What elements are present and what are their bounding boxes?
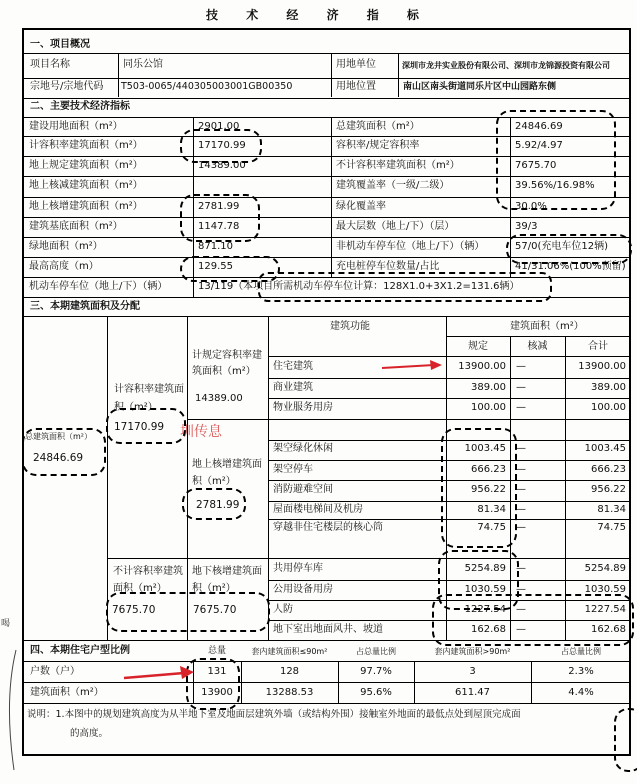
- area-row-total: 162.68: [591, 624, 626, 635]
- indicator-label: 建设用地面积（m²）: [29, 121, 123, 132]
- annotation-oval: [432, 594, 634, 646]
- indicator-label: 最大层数（地上/下）（层）: [336, 221, 455, 232]
- annotation-oval: [106, 592, 270, 632]
- area-row-required: 956.22: [471, 484, 506, 495]
- area-row-function: 屋面楼电梯间及机房: [273, 504, 363, 515]
- indicator-label: 计容积率建筑面积（m²）: [29, 140, 143, 151]
- margin-curve-mark: [0, 640, 20, 780]
- area-row-required: 162.68: [471, 624, 506, 635]
- indicator-value: 57/0(充电车位12辆): [515, 241, 608, 252]
- indicator-value: 871.10: [198, 241, 233, 252]
- ratio-cell: 97.7%: [360, 666, 392, 677]
- indicator-label: 绿地面积（m²）: [29, 241, 103, 252]
- ratio-cell: 95.6%: [360, 687, 392, 698]
- total-area-label: 总建筑面积（m²）: [25, 432, 92, 441]
- annotation-oval: [180, 129, 262, 163]
- section-heading-overview: 一、项目概况: [30, 39, 90, 50]
- red-arrow-icon: [380, 358, 444, 374]
- far-area-value: 17170.99: [114, 421, 165, 433]
- indicator-label: 地上规定建筑面积（m²）: [29, 160, 143, 171]
- above-increase-label: 地上核增建筑面积（m²）: [192, 459, 262, 487]
- area-row-function: 商业建筑: [273, 382, 313, 393]
- total-area-value: 24846.69: [33, 452, 84, 464]
- area-row-reduced: —: [516, 484, 526, 495]
- area-row-function: 物业服务用房: [273, 402, 333, 413]
- land-unit-label: 用地单位: [336, 59, 376, 70]
- project-name-value: 同乐公馆: [123, 59, 163, 70]
- indicator-label: 容积率/规定容积率: [336, 140, 420, 151]
- area-row-reduced: —: [516, 382, 526, 393]
- area-row-required: 74.75: [477, 522, 506, 533]
- section-heading-indicators: 二、主要技术经济指标: [30, 101, 130, 112]
- ratio-cell: 13288.53: [265, 687, 314, 698]
- location-value: 南山区南头街道同乐片区中山园路东侧: [403, 82, 557, 92]
- annotation-oval: [182, 488, 246, 520]
- parking-value: 13/119（本项目所需机动车停车位计算：128X1.0+3X1.2=131.6辆）: [198, 281, 520, 292]
- area-row-total: 389.00: [591, 382, 626, 393]
- indicator-value: 5.92/4.97: [515, 140, 563, 151]
- ratio-header-large-pct: 占总量比例: [561, 647, 601, 656]
- land-unit-value: 深圳市龙井实业股份有限公司、深圳市龙锦源投资有限公司: [402, 61, 610, 70]
- indicator-label: 建筑基底面积（m²）: [29, 221, 123, 232]
- margin-character: 喝: [1, 619, 11, 629]
- red-arrow-icon: [122, 662, 196, 684]
- non-far-value: 7675.70: [112, 604, 156, 616]
- area-row-function: 住宅建筑: [273, 361, 313, 372]
- annotation-oval: [506, 234, 632, 264]
- ratio-area-label: 建筑面积（m²）: [30, 687, 104, 698]
- annotation-oval: [106, 408, 186, 444]
- below-increase-label: 地下核增建筑面积（m²）: [192, 566, 262, 594]
- col-header-required: 规定: [468, 341, 488, 352]
- area-row-required: 1003.45: [464, 443, 506, 454]
- area-row-required: 1030.59: [464, 584, 506, 595]
- area-row-function: 架空绿化休闲: [273, 443, 333, 454]
- area-row-reduced: —: [516, 464, 526, 475]
- ratio-cell: 128: [279, 666, 300, 677]
- indicator-label: 建筑覆盖率（一级/二级）: [336, 180, 450, 191]
- project-name-label: 项目名称: [30, 59, 70, 70]
- indicator-label: 地上核减建筑面积（m²）: [29, 180, 143, 191]
- area-row-total: 1030.59: [584, 584, 626, 595]
- area-row-function: 公用设备用房: [273, 584, 333, 595]
- note-line-2: 的高度。: [70, 728, 109, 739]
- area-row-reduced: —: [516, 361, 526, 372]
- indicator-label: 最高高度（m）: [29, 261, 99, 272]
- indicator-value: 1147.78: [198, 221, 240, 232]
- indicator-value: 41/31.06%(100%预留): [515, 261, 626, 272]
- indicator-value: 39/3: [515, 221, 538, 232]
- annotation-oval: [496, 110, 616, 210]
- indicator-label: 非机动车停车位（地上/下）（辆）: [336, 241, 485, 252]
- indicator-label: 不计容积率建筑面积（m²）: [336, 160, 460, 171]
- ratio-cell: 13900: [201, 687, 233, 698]
- annotation-oval: [614, 708, 637, 772]
- area-row-reduced: —: [516, 504, 526, 515]
- ratio-cell: 2.3%: [568, 666, 594, 677]
- ratio-header-small-pct: 占总量比例: [356, 647, 396, 656]
- far-area-label: 计容积率建筑面积（m²）: [114, 384, 184, 413]
- col-header-total: 合计: [588, 341, 608, 352]
- area-row-reduced: —: [516, 624, 526, 635]
- area-row-function: 地下室出地面风井、坡道: [273, 624, 383, 635]
- area-row-reduced: —: [516, 522, 526, 533]
- col-header-function: 建筑功能: [330, 321, 370, 332]
- parcel-value: T503-0065/440305003001GB00350: [121, 81, 293, 92]
- above-increase-value: 2781.99: [196, 499, 240, 511]
- indicator-label: 充电桩停车位数量/占比: [336, 261, 440, 272]
- area-row-required: 81.34: [477, 504, 506, 515]
- document-title: 技 术 经 济 指 标: [206, 8, 431, 22]
- col-header-reduced: 核减: [527, 341, 548, 352]
- area-row-reduced: —: [516, 584, 526, 595]
- annotation-oval: [22, 428, 106, 476]
- area-row-function: 共用停车库: [273, 563, 323, 574]
- indicator-value: 30.0%: [515, 201, 547, 212]
- indicator-value: 7675.70: [515, 160, 557, 171]
- indicator-label: 地上核增建筑面积（m²）: [29, 201, 143, 212]
- indicator-value: 39.56%/16.98%: [515, 180, 595, 191]
- indicator-value: 2781.99: [198, 201, 240, 212]
- ratio-cell: 4.4%: [568, 687, 594, 698]
- area-row-total: 1227.54: [584, 604, 626, 615]
- households-label: 户数（户）: [30, 666, 80, 677]
- area-row-required: 389.00: [471, 382, 506, 393]
- annotation-oval: [441, 428, 517, 548]
- ratio-header-small: 套内建筑面积≤90m²: [251, 647, 328, 656]
- note-line-1: 说明：1.本图中的规划建筑高度为从半地下室及地面层建筑外墙（或结构外围）接触室外地面的最低点处到屋顶完成面: [27, 709, 521, 720]
- area-row-required: 5254.89: [464, 563, 506, 574]
- area-row-required: 13900.00: [458, 361, 506, 372]
- reg-far-label: 计规定容积率建筑面积（m²）: [192, 350, 262, 377]
- below-increase-value: 7675.70: [193, 604, 237, 616]
- indicator-label: 总建筑面积（m²）: [336, 121, 420, 132]
- area-row-reduced: —: [516, 563, 526, 574]
- area-row-required: 1227.54: [464, 604, 506, 615]
- non-far-label: 不计容积率建筑面积（m²）: [113, 566, 183, 594]
- annotation-oval: [180, 194, 260, 242]
- area-row-required: 666.23: [471, 464, 506, 475]
- ratio-header-large: 套内建筑面积>90m²: [434, 647, 511, 656]
- indicator-value: 14389.00: [198, 160, 246, 171]
- parking-label: 机动车停车位（地上/下）（辆）: [29, 281, 168, 292]
- area-row-total: 81.34: [597, 504, 626, 515]
- ratio-header-total: 总量: [207, 646, 226, 656]
- location-label: 用地位置: [336, 81, 376, 92]
- ratio-cell: 611.47: [455, 687, 490, 698]
- area-row-reduced: —: [516, 604, 526, 615]
- section-heading-ratio: 四、本期住宅户型比例: [30, 645, 130, 656]
- area-row-reduced: —: [516, 443, 526, 454]
- indicator-value: 2901.00: [198, 121, 240, 132]
- indicator-label: 绿化覆盖率: [336, 201, 386, 212]
- area-row-function: 架空停车: [273, 464, 313, 475]
- annotation-oval: [258, 272, 552, 302]
- area-row-reduced: —: [516, 402, 526, 413]
- area-row-total: 1003.45: [584, 443, 626, 454]
- indicator-value: 129.55: [198, 261, 233, 272]
- section-heading-area: 三、本期建筑面积及分配: [30, 301, 140, 312]
- indicator-value: 17170.99: [198, 140, 246, 151]
- reg-far-value: 14389.00: [195, 393, 243, 404]
- area-row-function: 消防避难空间: [273, 484, 333, 495]
- area-row-total: 5254.89: [584, 563, 626, 574]
- area-row-required: 100.00: [471, 402, 506, 413]
- area-row-total: 956.22: [591, 484, 626, 495]
- area-row-total: 13900.00: [578, 361, 626, 372]
- area-row-total: 666.23: [591, 464, 626, 475]
- area-row-total: 74.75: [597, 522, 626, 533]
- col-header-area: 建筑面积（m²）: [510, 321, 584, 332]
- area-row-total: 100.00: [591, 402, 626, 413]
- area-row-function: 人防: [273, 604, 293, 615]
- indicator-value: 24846.69: [515, 121, 563, 132]
- area-row-function: 穿越非住宅楼层的核心筒: [273, 522, 383, 533]
- watermark-text: 圳传息: [180, 424, 222, 440]
- parcel-label: 宗地号/宗地代码: [30, 81, 104, 92]
- ratio-cell: 3: [469, 666, 476, 677]
- ratio-cell: 131: [207, 666, 227, 677]
